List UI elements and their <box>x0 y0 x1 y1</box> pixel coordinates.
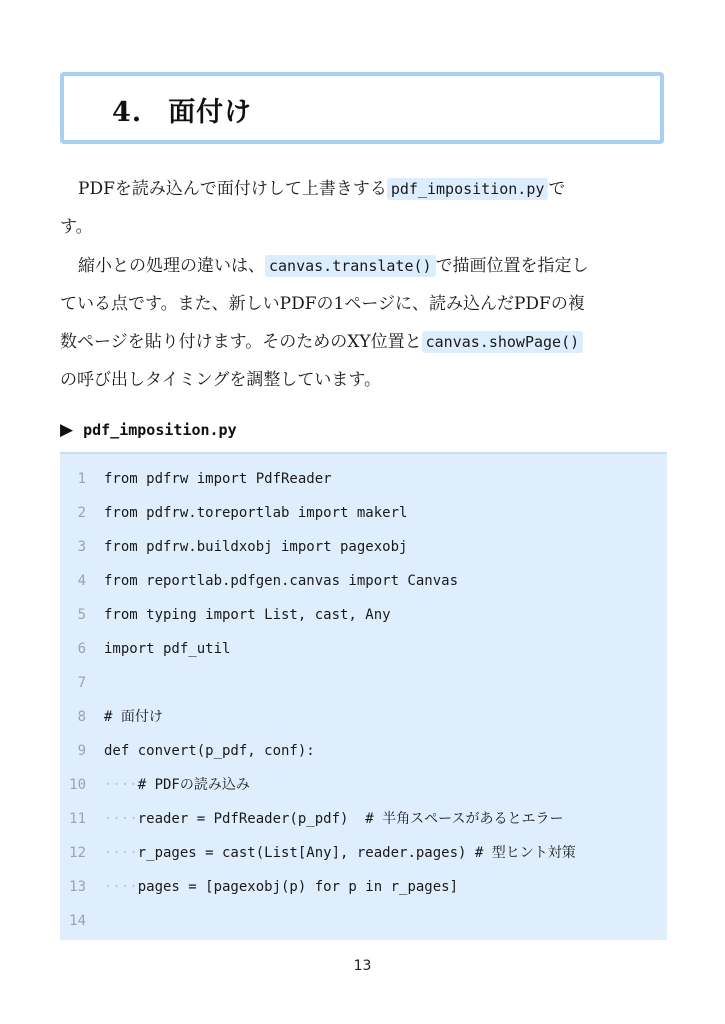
code-line <box>60 598 667 632</box>
code-content: from reportlab.pdfgen.canvas import Canvas <box>104 573 459 589</box>
code-line <box>60 462 667 496</box>
code-content: from typing import List, cast, Any <box>104 607 391 623</box>
code-content: def convert(p_pdf, conf): <box>104 743 315 759</box>
code-line <box>60 768 667 802</box>
code-text <box>104 462 332 496</box>
paragraph-2-line-4: の呼び出しタイミングを調整しています。 <box>60 370 381 390</box>
code-content: pages = [pagexobj(p) for p in r_pages] <box>137 879 459 895</box>
paragraph-text: で <box>548 179 566 199</box>
inline-code-showpage: canvas.showPage() <box>422 331 584 353</box>
code-text <box>104 632 230 666</box>
line-number: 13 <box>69 879 86 895</box>
line-number: 7 <box>77 675 86 691</box>
paragraph-text: 数ページを貼り付けます。そのためのXY位置と <box>60 332 422 352</box>
code-text <box>104 768 250 802</box>
code-text <box>104 836 576 870</box>
code-text <box>104 734 315 768</box>
code-filename: pdf_imposition.py <box>83 421 237 439</box>
paragraph-2-line-2: ている点です。また、新しいPDFの1ページに、読み込んだPDFの複 <box>60 294 585 314</box>
code-block <box>60 452 667 940</box>
code-text <box>104 598 391 632</box>
code-text <box>104 870 458 904</box>
code-line <box>60 870 667 904</box>
code-line <box>60 904 667 938</box>
code-line <box>60 700 667 734</box>
line-number: 8 <box>77 709 86 725</box>
inline-code-filename: pdf_imposition.py <box>387 178 549 200</box>
code-line <box>60 496 667 530</box>
code-content: from pdfrw.toreportlab import makerl <box>104 505 408 521</box>
paragraph-2-line-3 <box>60 323 660 361</box>
code-line <box>60 564 667 598</box>
line-number: 2 <box>77 505 86 521</box>
play-triangle-icon: ▶ <box>60 420 74 440</box>
line-number: 12 <box>69 845 86 861</box>
code-content: import pdf_util <box>104 641 231 657</box>
paragraph-2-line-1 <box>60 247 660 285</box>
page-number: 13 <box>353 958 372 974</box>
paragraph-text: 縮小との処理の違いは、 <box>78 256 265 276</box>
line-number: 1 <box>77 471 86 487</box>
code-text <box>104 802 563 836</box>
code-text <box>104 530 407 564</box>
line-number: 9 <box>77 743 86 759</box>
line-number: 14 <box>69 913 86 929</box>
indent-whitespace-marker: ···· <box>104 845 138 861</box>
code-content: from pdfrw import PdfReader <box>104 471 332 487</box>
code-line <box>60 666 667 700</box>
section-heading <box>60 72 664 144</box>
code-text <box>104 700 163 734</box>
code-content: reader = PdfReader(p_pdf) # 半角スペースがあるとエラー <box>137 811 564 827</box>
indent-whitespace-marker: ···· <box>104 811 138 827</box>
paragraph-text: PDFを読み込んで面付けして上書きする <box>78 179 387 199</box>
code-caption <box>60 420 237 440</box>
code-content: # PDFの読み込み <box>137 777 250 793</box>
paragraph-2 <box>60 247 660 399</box>
line-number: 6 <box>77 641 86 657</box>
paragraph-1-line-1 <box>60 170 660 208</box>
paragraph-1 <box>60 170 660 246</box>
section-title-text: 面付け <box>168 97 253 128</box>
indent-whitespace-marker: ···· <box>104 777 138 793</box>
code-line <box>60 802 667 836</box>
code-line <box>60 530 667 564</box>
section-number: 4. <box>112 97 143 128</box>
inline-code-translate: canvas.translate() <box>265 255 436 277</box>
code-content: from pdfrw.buildxobj import pagexobj <box>104 539 408 555</box>
code-content: r_pages = cast(List[Any], reader.pages) # 型ヒント対策 <box>137 845 576 861</box>
indent-whitespace-marker: ···· <box>104 879 138 895</box>
paragraph-1-line-2: す。 <box>60 217 93 237</box>
code-line <box>60 734 667 768</box>
section-title <box>112 90 252 129</box>
line-number: 10 <box>69 777 86 793</box>
code-line <box>60 836 667 870</box>
paragraph-text: で描画位置を指定し <box>435 256 589 276</box>
code-text <box>104 564 458 598</box>
line-number: 4 <box>77 573 86 589</box>
code-line <box>60 632 667 666</box>
code-text <box>104 496 407 530</box>
code-content: # 面付け <box>104 709 163 725</box>
line-number: 3 <box>77 539 86 555</box>
line-number: 11 <box>69 811 86 827</box>
line-number: 5 <box>77 607 86 623</box>
